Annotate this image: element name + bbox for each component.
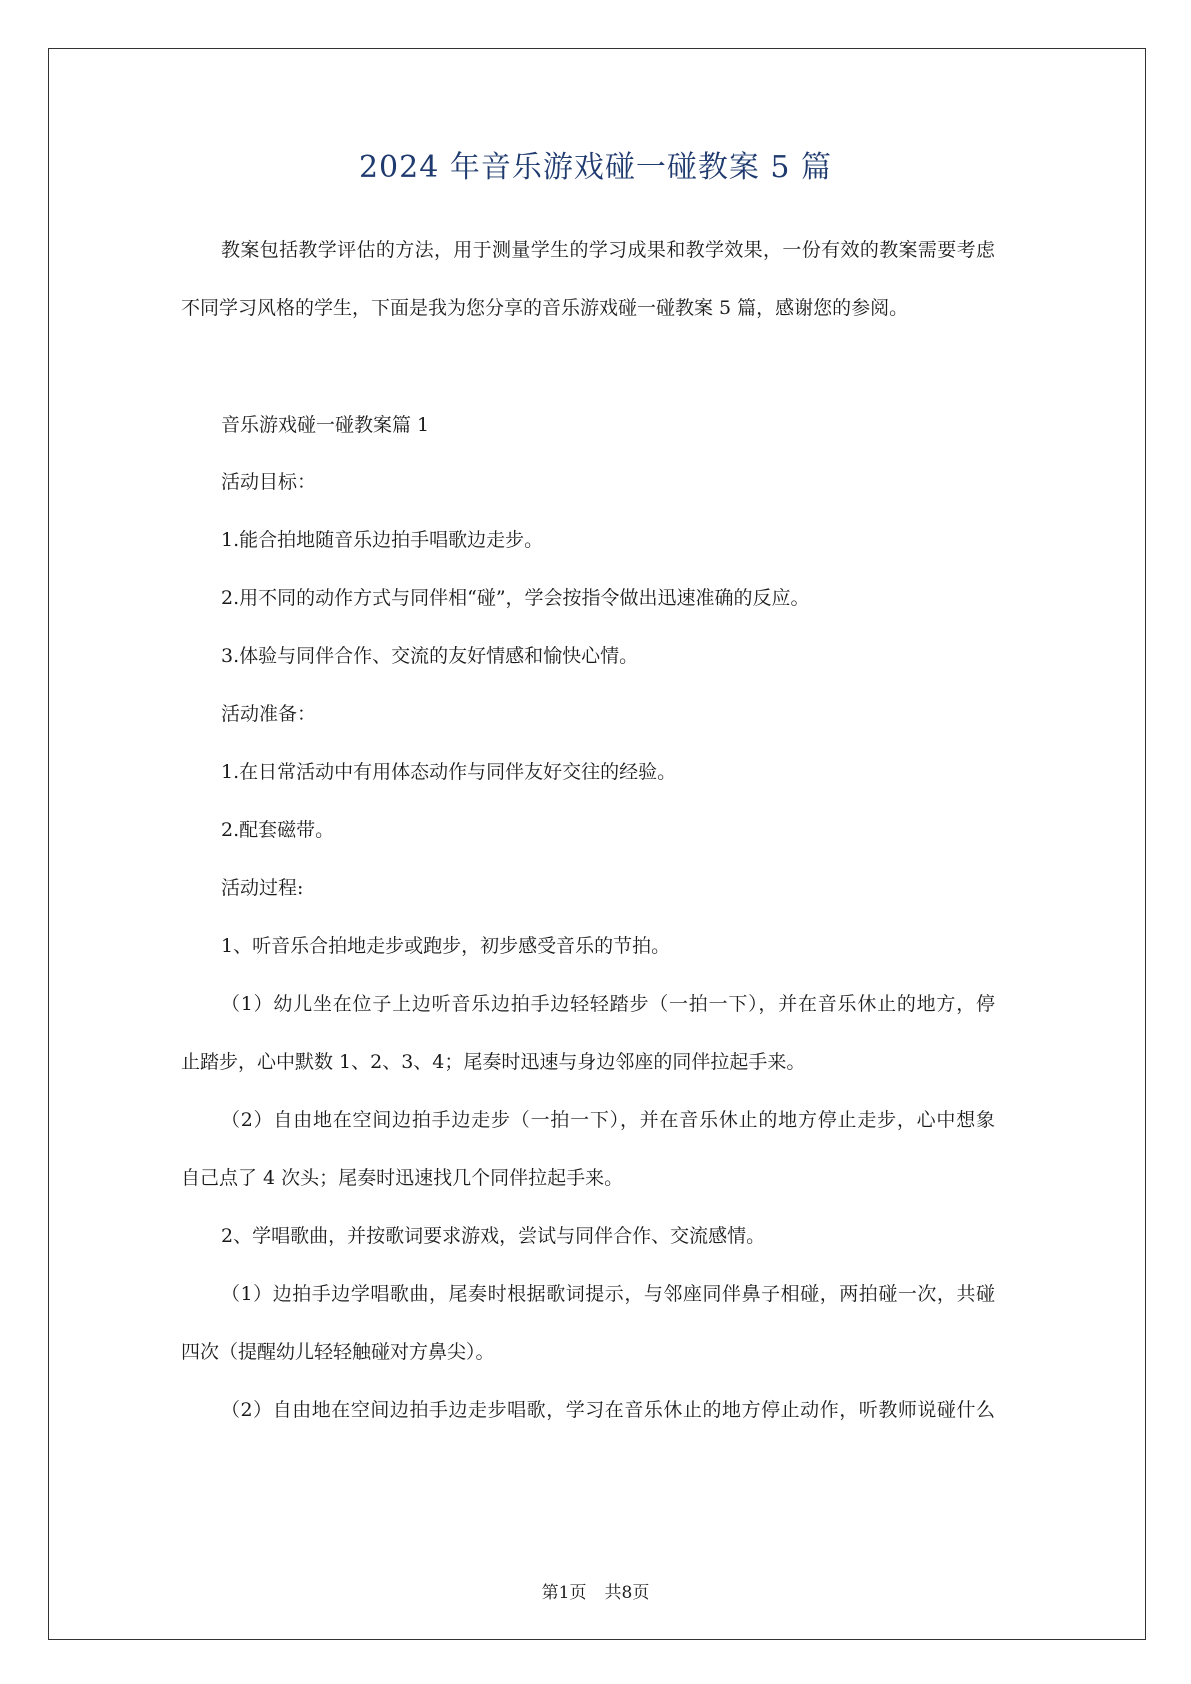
page-total: 共8页: [604, 1583, 650, 1603]
section-heading: 音乐游戏碰一碰教案篇 1: [221, 414, 430, 436]
paragraph-line: 3.体验与同伴合作、交流的友好情感和愉快心情。: [221, 645, 639, 667]
paragraph-line: （1）幼儿坐在位子上边听音乐边拍手边轻轻踏步（一拍一下），并在音乐休止的地方，停: [221, 993, 995, 1015]
paragraph-line: 1、听音乐合拍地走步或跑步，初步感受音乐的节拍。: [221, 935, 671, 957]
paragraph-line: 四次（提醒幼儿轻轻触碰对方鼻尖）。: [181, 1341, 495, 1363]
paragraph-line: 活动目标：: [221, 471, 317, 493]
page-footer: [0, 1578, 1191, 1603]
paragraph-line: 2.用不同的动作方式与同伴相“碰”，学会按指令做出迅速准确的反应。: [221, 587, 810, 609]
paragraph-line: 止踏步，心中默数 1、2、3、4；尾奏时迅速与身边邻座的同伴拉起手来。: [181, 1051, 806, 1073]
paragraph-line: 1.能合拍地随音乐边拍手唱歌边走步。: [221, 529, 544, 551]
paragraph-line: 2、学唱歌曲，并按歌词要求游戏，尝试与同伴合作、交流感情。: [221, 1225, 766, 1247]
paragraph-line: （2）自由地在空间边拍手边走步（一拍一下），并在音乐休止的地方停止走步，心中想象: [221, 1109, 995, 1131]
page-number: 第1页: [541, 1583, 587, 1603]
paragraph-line: 自己点了 4 次头；尾奏时迅速找几个同伴拉起手来。: [181, 1167, 624, 1189]
paragraph-line: 活动准备：: [221, 703, 317, 725]
paragraph-line: （1）边拍手边学唱歌曲，尾奏时根据歌词提示，与邻座同伴鼻子相碰，两拍碰一次，共碰: [221, 1283, 995, 1305]
document-title: 2024 年音乐游戏碰一碰教案 5 篇: [358, 150, 833, 185]
intro-line-2: 不同学习风格的学生，下面是我为您分享的音乐游戏碰一碰教案 5 篇，感谢您的参阅。: [181, 297, 909, 319]
paragraph-line: 2.配套磁带。: [221, 819, 335, 841]
paragraph-line: （2）自由地在空间边拍手边走步唱歌，学习在音乐休止的地方停止动作，听教师说碰什么: [221, 1399, 995, 1421]
intro-line-1: 教案包括教学评估的方法，用于测量学生的学习成果和教学效果，一份有效的教案需要考虑: [221, 239, 995, 261]
paragraph-line: 1.在日常活动中有用体态动作与同伴友好交往的经验。: [221, 761, 677, 783]
paragraph-line: 活动过程:: [221, 877, 304, 899]
